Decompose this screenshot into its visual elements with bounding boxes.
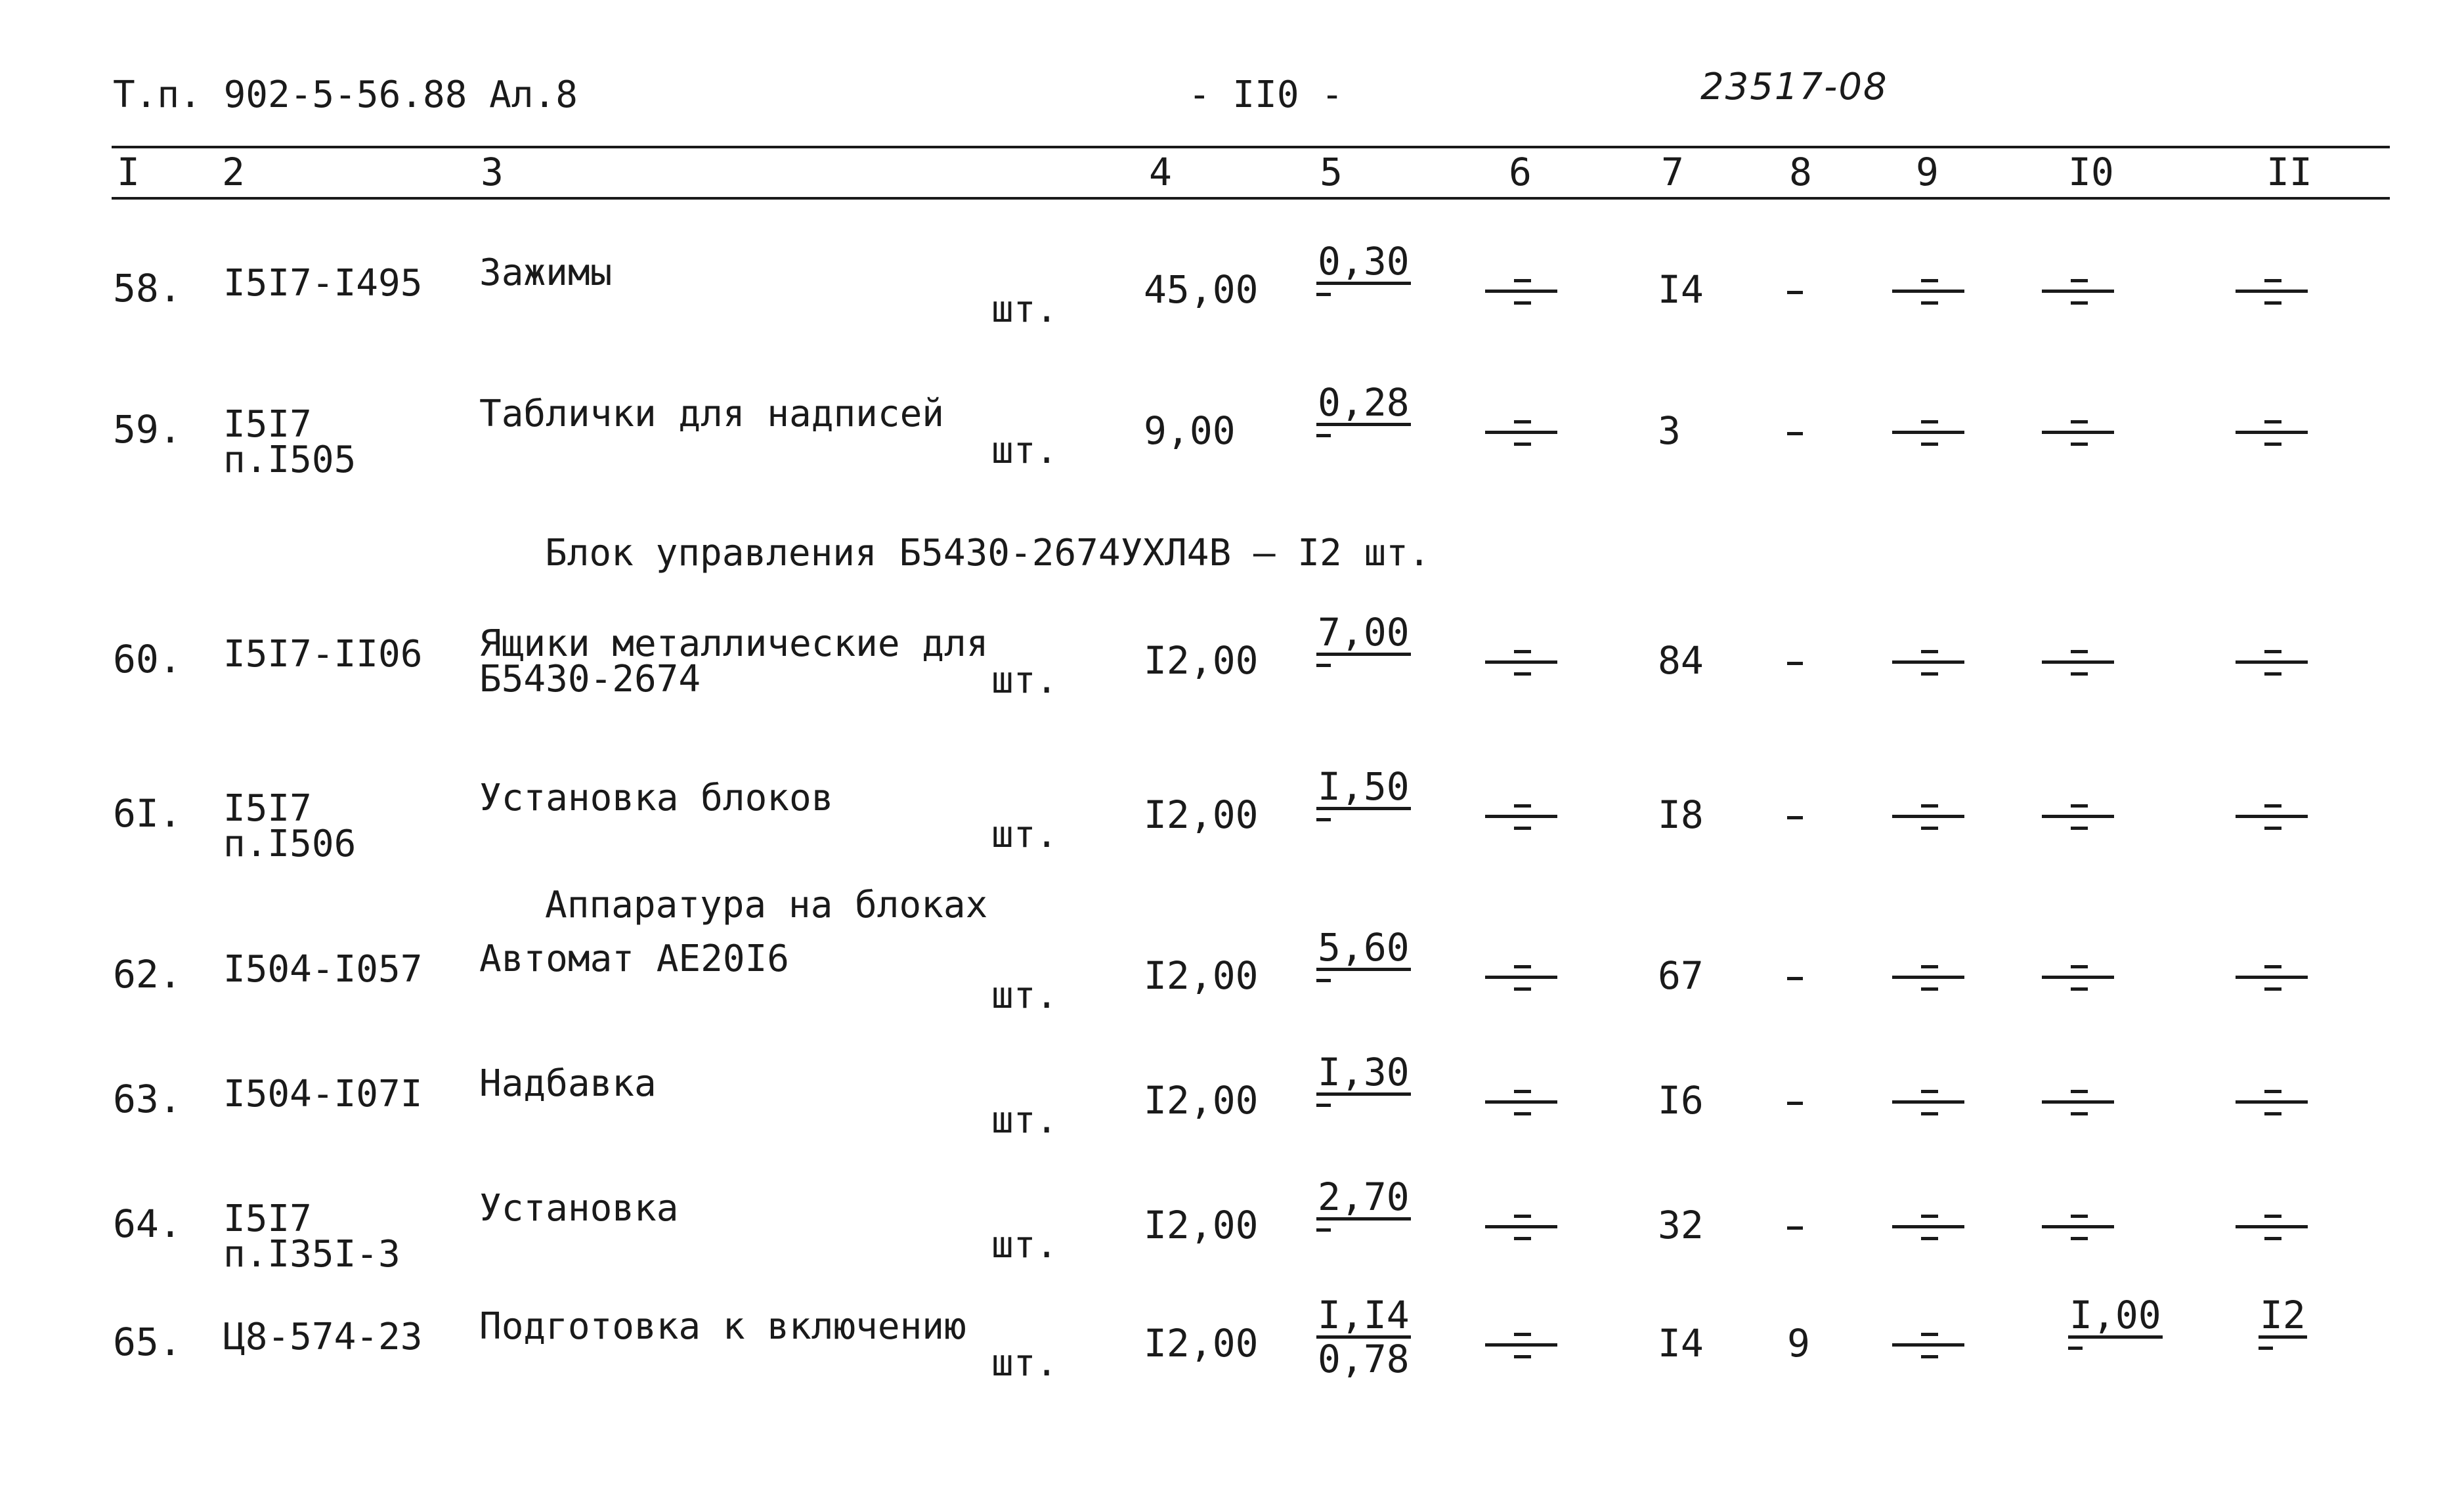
row-name: Подготовка к включению xyxy=(479,1305,966,1348)
col11-placeholder-mark xyxy=(2236,957,2308,997)
row-unit: шт. xyxy=(991,813,1058,856)
col6-placeholder-mark xyxy=(1485,1082,1557,1121)
column-number-11: II xyxy=(2266,150,2312,194)
column-number-10: I0 xyxy=(2068,150,2114,194)
inventory-number: 23517-08 xyxy=(1700,66,1888,108)
col9-placeholder-mark xyxy=(1892,1325,1964,1364)
row-quantity: I2,00 xyxy=(1144,1203,1259,1247)
row-quantity: I2,00 xyxy=(1144,792,1259,837)
col11-placeholder-mark xyxy=(2236,796,2308,836)
row-col11-dash xyxy=(2259,1347,2273,1350)
row-name: Таблички для надписей xyxy=(479,393,945,435)
row-code: п.I505 xyxy=(223,439,357,481)
col9-placeholder-mark xyxy=(1892,796,1964,836)
col8-dash xyxy=(1787,977,1803,980)
row-col5-numerator: 7,00 xyxy=(1318,610,1410,655)
row-code: I5I7-II06 xyxy=(223,633,423,676)
row-col5-dash xyxy=(1316,293,1331,296)
col6-placeholder-mark xyxy=(1485,796,1557,836)
row-code: п.I506 xyxy=(223,823,357,865)
row-col7: I4 xyxy=(1658,267,1704,312)
column-number-7: 7 xyxy=(1661,150,1684,194)
row-col5 xyxy=(1316,1295,1411,1379)
row-number: 65. xyxy=(113,1320,182,1364)
row-unit: шт. xyxy=(991,1099,1058,1142)
header-rule-bottom xyxy=(112,197,2390,200)
column-number-6: 6 xyxy=(1509,150,1532,194)
row-number: 58. xyxy=(113,266,182,311)
row-col7: 32 xyxy=(1658,1203,1704,1247)
row-number: 59. xyxy=(113,407,182,452)
row-col5-numerator: 5,60 xyxy=(1318,925,1410,970)
row-col5-numerator: 0,30 xyxy=(1318,239,1410,284)
column-number-9: 9 xyxy=(1916,150,1939,194)
column-number-8: 8 xyxy=(1789,150,1812,194)
row-col5 xyxy=(1316,241,1411,296)
row-col5-numerator: I,I4 xyxy=(1318,1293,1410,1337)
row-col5-dash xyxy=(1316,818,1331,821)
row-quantity: I2,00 xyxy=(1144,638,1259,683)
col11-placeholder-mark xyxy=(2236,642,2308,681)
row-quantity: 45,00 xyxy=(1144,267,1259,312)
col10-placeholder-mark xyxy=(2042,271,2114,311)
col8-dash xyxy=(1787,1226,1803,1230)
row-col5-dash xyxy=(1316,434,1331,437)
column-number-2: 2 xyxy=(222,150,245,194)
row-col5-numerator: I,50 xyxy=(1318,764,1410,809)
row-unit: шт. xyxy=(991,288,1058,331)
column-number-3: 3 xyxy=(481,150,504,194)
row-number: 60. xyxy=(113,637,182,681)
col10-placeholder-mark xyxy=(2042,796,2114,836)
col10-placeholder-mark xyxy=(2042,642,2114,681)
row-code: I5I7 xyxy=(223,1198,312,1240)
row-name: Б5430-2674 xyxy=(479,658,701,701)
col8-dash xyxy=(1787,662,1803,665)
row-col5 xyxy=(1316,1052,1411,1107)
col11-placeholder-mark xyxy=(2236,271,2308,311)
col11-placeholder-mark xyxy=(2236,1207,2308,1246)
row-col5-dash xyxy=(1316,1228,1331,1232)
row-name: Автомат АЕ20I6 xyxy=(479,938,790,980)
row-col5-dash xyxy=(1316,1104,1331,1107)
column-number-4: 4 xyxy=(1149,150,1172,194)
page-number: - II0 - xyxy=(1188,74,1344,116)
row-col5-dash xyxy=(1316,664,1331,667)
row-code: I504-I07I xyxy=(223,1073,423,1115)
col11-placeholder-mark xyxy=(2236,412,2308,452)
row-col5 xyxy=(1316,612,1411,667)
row-code: I504-I057 xyxy=(223,948,423,991)
col6-placeholder-mark xyxy=(1485,642,1557,681)
row-code: I5I7 xyxy=(223,787,312,830)
row-col7: I8 xyxy=(1658,792,1704,837)
row-col5 xyxy=(1316,1177,1411,1232)
row-code: п.I35I-3 xyxy=(223,1233,400,1276)
col9-placeholder-mark xyxy=(1892,642,1964,681)
column-number-1: I xyxy=(117,150,140,194)
section-heading-block-equipment: Аппаратура на блоках xyxy=(545,884,988,926)
col10-placeholder-mark xyxy=(2042,1082,2114,1121)
row-quantity: I2,00 xyxy=(1144,1321,1259,1366)
row-code: Ц8-574-23 xyxy=(223,1316,423,1358)
section-heading-control-block: Блок управления Б5430-2674УХЛ4В – I2 шт. xyxy=(545,532,1431,574)
row-quantity: I2,00 xyxy=(1144,1078,1259,1123)
col6-placeholder-mark xyxy=(1485,1207,1557,1246)
col9-placeholder-mark xyxy=(1892,957,1964,997)
col11-placeholder-mark xyxy=(2236,1082,2308,1121)
row-number: 62. xyxy=(113,952,182,997)
row-col10 xyxy=(2068,1295,2163,1350)
row-number: 64. xyxy=(113,1201,182,1246)
row-col7: I6 xyxy=(1658,1078,1704,1123)
row-name: Установка блоков xyxy=(479,777,834,819)
col8-dash xyxy=(1787,432,1803,435)
col9-placeholder-mark xyxy=(1892,271,1964,311)
row-col7: 84 xyxy=(1658,638,1704,683)
header-rule-top xyxy=(112,146,2390,148)
row-col7: I4 xyxy=(1658,1321,1704,1366)
row-col5 xyxy=(1316,927,1411,982)
col9-placeholder-mark xyxy=(1892,1207,1964,1246)
row-number: 6I. xyxy=(113,791,182,836)
document-code: Т.п. 902-5-56.88 Ал.8 xyxy=(113,74,578,116)
row-col11-numerator: I2 xyxy=(2260,1293,2306,1337)
row-col7: 67 xyxy=(1658,953,1704,998)
row-unit: шт. xyxy=(991,1342,1058,1385)
row-col7: 3 xyxy=(1658,408,1681,453)
column-number-5: 5 xyxy=(1320,150,1343,194)
row-name: Зажимы xyxy=(479,251,613,294)
row-quantity: 9,00 xyxy=(1144,408,1236,453)
row-quantity: I2,00 xyxy=(1144,953,1259,998)
row-name: Ящики металлические для xyxy=(479,622,989,665)
col8-dash xyxy=(1787,816,1803,819)
row-col5 xyxy=(1316,382,1411,437)
row-col10-dash xyxy=(2068,1347,2083,1350)
col8-dash xyxy=(1787,1102,1803,1105)
row-name: Надбавка xyxy=(479,1062,657,1105)
row-name: Установка xyxy=(479,1187,679,1230)
col10-placeholder-mark xyxy=(2042,1207,2114,1246)
col10-placeholder-mark xyxy=(2042,412,2114,452)
row-code: I5I7-I495 xyxy=(223,262,423,305)
col9-placeholder-mark xyxy=(1892,1082,1964,1121)
row-col5-numerator: 2,70 xyxy=(1318,1175,1410,1219)
row-col5-numerator: I,30 xyxy=(1318,1050,1410,1094)
row-unit: шт. xyxy=(991,1224,1058,1266)
row-unit: шт. xyxy=(991,974,1058,1017)
row-col5 xyxy=(1316,766,1411,821)
row-unit: шт. xyxy=(991,659,1058,702)
col10-placeholder-mark xyxy=(2042,957,2114,997)
col6-placeholder-mark xyxy=(1485,957,1557,997)
row-col5-denominator: 0,78 xyxy=(1318,1337,1410,1381)
row-code: I5I7 xyxy=(223,403,312,446)
row-col5-numerator: 0,28 xyxy=(1318,380,1410,425)
col6-placeholder-mark xyxy=(1485,412,1557,452)
row-col5-dash xyxy=(1316,979,1331,982)
col8-dash xyxy=(1787,291,1803,294)
row-col11 xyxy=(2259,1295,2307,1350)
col6-placeholder-mark xyxy=(1485,1325,1557,1364)
row-number: 63. xyxy=(113,1077,182,1121)
col6-placeholder-mark xyxy=(1485,271,1557,311)
row-col8: 9 xyxy=(1787,1321,1810,1366)
row-unit: шт. xyxy=(991,429,1058,472)
row-col10-numerator: I,00 xyxy=(2069,1293,2161,1337)
col9-placeholder-mark xyxy=(1892,412,1964,452)
